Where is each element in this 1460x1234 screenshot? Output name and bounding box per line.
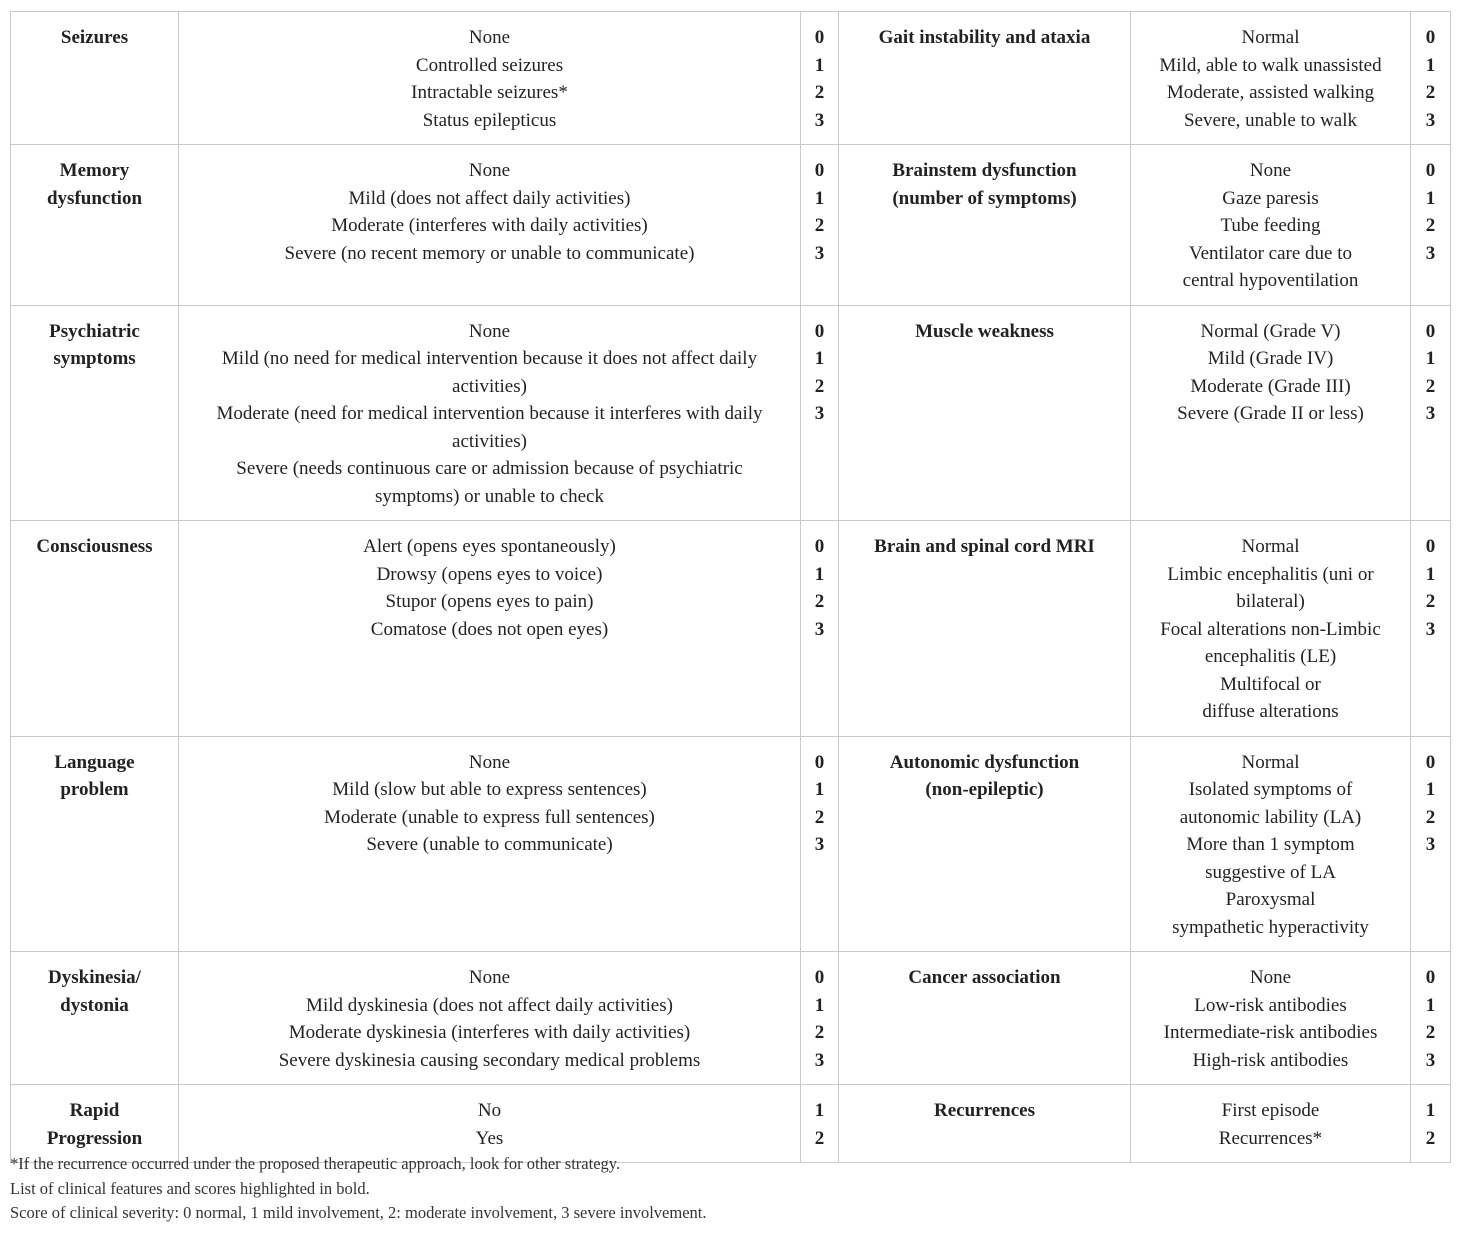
severity-scores-line: 1 [1425, 1100, 1436, 1121]
severity-scores [1411, 145, 1451, 306]
severity-descriptions-line: encephalitis (LE) [1204, 646, 1337, 667]
severity-descriptions [179, 521, 801, 737]
feature-name [11, 1085, 179, 1163]
severity-descriptions-line: Mild dyskinesia (does not affect daily activities) [306, 994, 673, 1016]
severity-scores [801, 1085, 839, 1163]
severity-scores-line: 1 [814, 994, 825, 1016]
severity-descriptions-line: Status epilepticus [422, 109, 557, 131]
footnote-bold: List of clinical features and scores highlighted in bold. [10, 1178, 370, 1198]
severity-scores-line: 3 [814, 618, 825, 640]
severity-descriptions-line: Moderate (need for medical intervention because it interferes with daily [216, 403, 763, 424]
severity-scores-line: 0 [814, 320, 825, 342]
severity-descriptions [179, 736, 801, 952]
severity-descriptions [179, 952, 801, 1085]
feature-name [11, 12, 179, 145]
severity-descriptions [1131, 521, 1411, 737]
severity-descriptions-line: central hypoventilation [1182, 270, 1359, 291]
clinical-severity-table [10, 11, 1451, 1163]
feature-name [11, 305, 179, 521]
severity-descriptions-line: Mild (no need for medical intervention because it does not affect daily [221, 348, 758, 369]
table-footnotes [10, 1152, 706, 1226]
severity-scores-line: 2 [1425, 1127, 1436, 1149]
severity-scores-line: 3 [814, 403, 825, 424]
severity-scores-line: 1 [1425, 563, 1436, 585]
severity-descriptions-line: Intractable seizures* [411, 82, 568, 103]
severity-descriptions-line: Low-risk antibodies [1194, 994, 1347, 1016]
severity-scores-line: 3 [814, 1049, 825, 1071]
severity-scores-line: 0 [1425, 536, 1436, 557]
severity-scores-line: 2 [1425, 591, 1436, 612]
table-body [11, 12, 1451, 1163]
severity-descriptions-line: Focal alterations non-Limbic [1160, 618, 1381, 640]
severity-scores-line: 1 [814, 779, 825, 800]
severity-scores [1411, 521, 1451, 737]
severity-descriptions-line: Moderate (interferes with daily activities) [331, 215, 648, 236]
table-row [11, 952, 1451, 1085]
severity-descriptions [179, 12, 801, 145]
severity-descriptions-line: Severe dyskinesia causing secondary medical problems [278, 1049, 701, 1071]
severity-descriptions-line: None [1249, 160, 1292, 181]
severity-descriptions-line: Intermediate-risk antibodies [1163, 1022, 1378, 1043]
severity-scores-line: 1 [1425, 779, 1436, 800]
feature-name [839, 145, 1131, 306]
feature-name [839, 736, 1131, 952]
severity-scores-line: 0 [1425, 320, 1436, 342]
footnote-score-legend: Score of clinical severity: 0 normal, 1 mild involvement, 2: moderate involvement, 3 severe involvement. [10, 1203, 707, 1222]
severity-descriptions-line: Normal [1241, 27, 1300, 48]
severity-scores-line: 1 [814, 54, 825, 76]
severity-descriptions-line: Severe (no recent memory or unable to communicate) [284, 242, 695, 264]
severity-scores-line: 1 [1425, 54, 1436, 76]
severity-scores-line: 3 [1425, 242, 1436, 264]
severity-descriptions [1131, 145, 1411, 306]
severity-scores-line: 1 [814, 1100, 825, 1121]
severity-scores [1411, 952, 1451, 1085]
severity-scores-line: 2 [1425, 82, 1436, 103]
severity-scores-line: 3 [1425, 618, 1436, 640]
feature-name-line: Brain and spinal cord MRI [874, 536, 1095, 557]
feature-name-line: Autonomic dysfunction [889, 751, 1080, 773]
severity-scores-line: 0 [814, 160, 825, 181]
table-row [11, 145, 1451, 306]
feature-name-line: (non-epileptic) [925, 779, 1044, 800]
table-row [11, 1085, 1451, 1163]
severity-descriptions-line: More than 1 symptom [1186, 834, 1355, 855]
severity-scores-line: 2 [1425, 375, 1436, 397]
severity-descriptions-line: Isolated symptoms of [1188, 779, 1353, 800]
feature-name [839, 1085, 1131, 1163]
feature-name-line: Psychiatric [49, 320, 140, 342]
feature-name-line: dystonia [60, 994, 129, 1016]
severity-descriptions-line: Ventilator care due to [1188, 242, 1352, 264]
severity-descriptions-line: activities) [452, 375, 527, 397]
feature-name [11, 521, 179, 737]
severity-descriptions-line: Mild (does not affect daily activities) [348, 187, 631, 209]
severity-scores-line: 3 [1425, 109, 1436, 131]
severity-scores [801, 12, 839, 145]
severity-descriptions-line: Severe (needs continuous care or admission because of psychiatric [236, 458, 743, 479]
table-row [11, 736, 1451, 952]
feature-name-line: Dyskinesia/ [48, 967, 141, 988]
feature-name-line: Muscle weakness [915, 320, 1054, 342]
severity-scores-line: 0 [814, 27, 825, 48]
footnote-recurrence: *If the recurrence occurred under the proposed therapeutic approach, look for other strategy. [10, 1154, 621, 1173]
severity-scores-line: 2 [814, 375, 825, 397]
severity-scores-line: 1 [814, 563, 825, 585]
severity-scores [801, 736, 839, 952]
severity-scores-line: 0 [814, 751, 825, 773]
severity-scores-line: 3 [1425, 834, 1436, 855]
severity-descriptions-line: Mild (slow but able to express sentences) [332, 779, 647, 800]
severity-scores-line: 1 [1425, 187, 1436, 209]
severity-descriptions-line: None [468, 967, 511, 988]
severity-scores-line: 2 [814, 591, 825, 612]
severity-descriptions-line: Limbic encephalitis (uni or [1167, 563, 1374, 585]
severity-scores-line: 2 [1425, 1022, 1436, 1043]
feature-name-line: problem [60, 779, 129, 800]
severity-scores [801, 305, 839, 521]
severity-descriptions-line: activities) [452, 430, 527, 452]
severity-scores-line: 1 [1425, 348, 1436, 369]
severity-descriptions [1131, 1085, 1411, 1163]
severity-descriptions-line: First episode [1221, 1100, 1320, 1121]
severity-descriptions-line: Severe, unable to walk [1183, 109, 1358, 131]
severity-scores-line: 2 [814, 215, 825, 236]
severity-scores-line: 2 [814, 1127, 825, 1149]
severity-scores [801, 145, 839, 306]
severity-descriptions [179, 1085, 801, 1163]
severity-descriptions-line: symptoms) or unable to check [374, 485, 604, 507]
feature-name-line: Brainstem dysfunction [892, 160, 1077, 181]
severity-descriptions-line: bilateral) [1236, 591, 1305, 612]
severity-descriptions-line: None [468, 751, 511, 773]
severity-descriptions [1131, 952, 1411, 1085]
severity-scores-line: 2 [1425, 806, 1436, 828]
severity-descriptions-line: Moderate (unable to express full sentences) [324, 806, 655, 828]
severity-scores-line: 3 [814, 109, 825, 131]
feature-name-line: Rapid [69, 1100, 120, 1121]
severity-descriptions-line: Multifocal or [1220, 673, 1321, 695]
severity-descriptions [1131, 12, 1411, 145]
severity-descriptions-line: Stupor (opens eyes to pain) [385, 591, 594, 612]
severity-descriptions-line: None [1249, 967, 1292, 988]
feature-name-line: Memory [59, 160, 130, 181]
severity-descriptions-line: Moderate (Grade III) [1190, 375, 1351, 397]
table-row [11, 305, 1451, 521]
severity-descriptions-line: Paroxysmal [1225, 889, 1316, 910]
severity-scores-line: 0 [814, 967, 825, 988]
feature-name [839, 305, 1131, 521]
feature-name [11, 736, 179, 952]
severity-descriptions-line: Alert (opens eyes spontaneously) [363, 536, 616, 557]
severity-descriptions-line: suggestive of LA [1205, 861, 1336, 883]
severity-descriptions-line: None [468, 320, 511, 342]
severity-scores [1411, 305, 1451, 521]
feature-name-line: symptoms [53, 348, 136, 369]
severity-scores-line: 0 [1425, 27, 1436, 48]
feature-name-line: Recurrences [934, 1100, 1035, 1121]
severity-scores-line: 3 [814, 834, 825, 855]
severity-descriptions-line: Yes [475, 1127, 504, 1149]
severity-descriptions-line: Mild (Grade IV) [1207, 348, 1334, 369]
severity-descriptions-line: Severe (Grade II or less) [1177, 403, 1364, 424]
severity-scores-line: 2 [814, 1022, 825, 1043]
severity-descriptions-line: Normal [1241, 536, 1300, 557]
feature-name [839, 12, 1131, 145]
severity-descriptions-line: autonomic lability (LA) [1179, 806, 1362, 828]
severity-scores-line: 2 [814, 82, 825, 103]
severity-scores-line: 1 [814, 348, 825, 369]
severity-descriptions [1131, 736, 1411, 952]
severity-descriptions-line: Drowsy (opens eyes to voice) [376, 563, 603, 585]
severity-descriptions-line: diffuse alterations [1202, 701, 1339, 722]
severity-scores-line: 0 [1425, 967, 1436, 988]
severity-scores [1411, 12, 1451, 145]
severity-descriptions-line: Severe (unable to communicate) [366, 834, 613, 855]
severity-scores [801, 521, 839, 737]
table-row [11, 12, 1451, 145]
feature-name-line: Gait instability and ataxia [878, 27, 1091, 48]
severity-scores-line: 2 [1425, 215, 1436, 236]
severity-scores-line: 0 [1425, 160, 1436, 181]
severity-scores-line: 1 [1425, 994, 1436, 1016]
severity-descriptions-line: Recurrences* [1218, 1127, 1323, 1149]
severity-descriptions-line: No [477, 1100, 502, 1121]
severity-descriptions-line: Tube feeding [1220, 215, 1321, 236]
feature-name-line: Seizures [60, 27, 129, 48]
severity-descriptions-line: Normal [1241, 751, 1300, 773]
severity-descriptions-line: Mild, able to walk unassisted [1159, 54, 1382, 76]
severity-descriptions-line: None [468, 160, 511, 181]
severity-descriptions-line: Moderate dyskinesia (interferes with daily activities) [288, 1022, 691, 1043]
severity-descriptions [179, 305, 801, 521]
severity-scores [801, 952, 839, 1085]
feature-name-line: dysfunction [46, 187, 143, 209]
severity-descriptions-line: Normal (Grade V) [1200, 320, 1341, 342]
feature-name [11, 952, 179, 1085]
severity-descriptions-line: Gaze paresis [1222, 187, 1319, 209]
severity-scores-line: 0 [814, 536, 825, 557]
severity-descriptions-line: sympathetic hyperactivity [1172, 916, 1369, 938]
severity-scores [1411, 736, 1451, 952]
feature-name [839, 521, 1131, 737]
severity-descriptions-line: High-risk antibodies [1192, 1049, 1349, 1071]
severity-descriptions-line: Controlled seizures [415, 54, 564, 76]
severity-descriptions-line: None [468, 27, 511, 48]
severity-descriptions [1131, 305, 1411, 521]
severity-scores-line: 3 [1425, 403, 1436, 424]
severity-scores-line: 3 [1425, 1049, 1436, 1071]
feature-name-line: Cancer association [908, 967, 1061, 988]
severity-scores-line: 1 [814, 187, 825, 209]
feature-name-line: (number of symptoms) [892, 187, 1077, 209]
severity-descriptions-line: Moderate, assisted walking [1166, 82, 1375, 103]
severity-descriptions [179, 145, 801, 306]
severity-scores-line: 2 [814, 806, 825, 828]
severity-descriptions-line: Comatose (does not open eyes) [370, 618, 609, 640]
severity-scores [1411, 1085, 1451, 1163]
feature-name-line: Progression [46, 1127, 143, 1149]
table-row [11, 521, 1451, 737]
feature-name-line: Language [54, 751, 135, 773]
feature-name [839, 952, 1131, 1085]
feature-name [11, 145, 179, 306]
severity-scores-line: 0 [1425, 751, 1436, 773]
feature-name-line: Consciousness [36, 536, 153, 557]
severity-scores-line: 3 [814, 242, 825, 264]
